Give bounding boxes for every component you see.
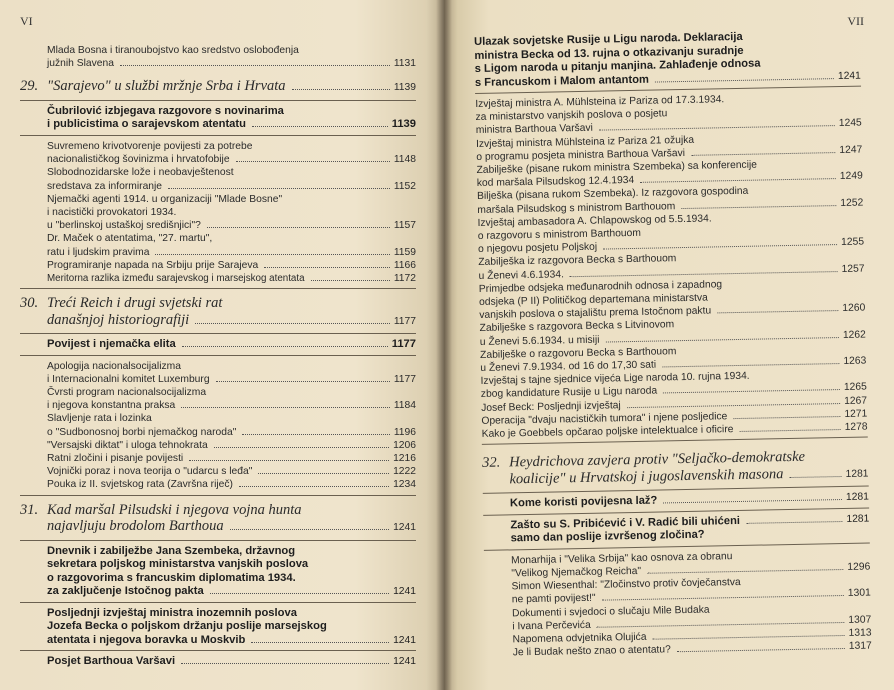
toc-entry bbox=[20, 105, 416, 132]
page-ref: 1317 bbox=[848, 640, 872, 653]
entry-text: Izvještaj ministra Mühlsteina iz Pariza 21 ožujka bbox=[475, 134, 695, 150]
entry-text: Izvještaj s tajne sjednice vijeća Lige naroda 10. rujna 1934. bbox=[480, 371, 750, 388]
entry-text: maršala Pilsudskog s ministrom Barthouom bbox=[477, 200, 676, 216]
entry-text: Dr. Maček o atentatima, "27. martu", bbox=[47, 233, 213, 245]
page-ref: 1241 bbox=[837, 70, 861, 82]
page-ref: 1271 bbox=[844, 408, 868, 420]
page-ref: 1313 bbox=[848, 627, 872, 639]
entry-text: Je li Budak nešto znao o atentatu? bbox=[512, 644, 671, 659]
entry-text: i publicistima o sarajevskom atentatu bbox=[47, 118, 246, 131]
right-page bbox=[444, 0, 894, 690]
page-ref: 1206 bbox=[393, 439, 416, 451]
page-ref: 1177 bbox=[393, 315, 416, 327]
entry-text: samo dan poslije izvršenog zločina? bbox=[510, 528, 705, 545]
page-ref: 1267 bbox=[844, 395, 868, 407]
toc-entry bbox=[20, 465, 416, 478]
entry-text: ministra Barthoua Varšavi bbox=[475, 123, 594, 137]
page-ref: 1260 bbox=[842, 302, 866, 315]
chapter-title: današnjoj historiografiji bbox=[47, 311, 190, 328]
toc-entry bbox=[20, 607, 416, 648]
page-ref: 1196 bbox=[393, 426, 416, 438]
toc-entry bbox=[20, 360, 416, 386]
entry-text: za zaključenje Istočnog pakta bbox=[47, 585, 204, 598]
toc-entry bbox=[20, 272, 416, 285]
entry-text: Njemački agenti 1914. u organizaciji "Mlade Bosne" bbox=[47, 193, 283, 205]
toc-entry bbox=[20, 412, 416, 438]
chapter-title: "Sarajevo" u službi mržnje Srba i Hrvata bbox=[47, 78, 286, 95]
chapter-number: 30. bbox=[20, 295, 39, 312]
entry-text: nacionalističkog šovinizma i hrvatofobije bbox=[47, 154, 230, 166]
toc-entry bbox=[483, 512, 869, 546]
entry-text: Pouka iz II. svjetskog rata (Završna riječ) bbox=[47, 479, 233, 491]
entry-text: o njegovu posjetu Poljskoj bbox=[477, 241, 598, 256]
page-ref: 1257 bbox=[841, 263, 865, 275]
page-ref: 1131 bbox=[393, 58, 416, 70]
toc-entry bbox=[20, 386, 416, 412]
toc-entry bbox=[20, 140, 416, 166]
divider bbox=[20, 135, 416, 136]
toc-entry bbox=[20, 232, 416, 258]
entry-text: Jozefa Becka o poljskom držanju poslije marsejskog bbox=[47, 620, 327, 633]
entry-text: u Ženevi 4.6.1934. bbox=[478, 268, 564, 282]
page-ref: 1216 bbox=[393, 453, 416, 465]
entry-text: odsjeka (P II) Političkog departemana ministarstva bbox=[479, 292, 708, 308]
chapter-number: 29. bbox=[20, 78, 39, 95]
page-ref: 1249 bbox=[839, 170, 863, 183]
page-ref: 1172 bbox=[393, 272, 416, 284]
entry-text: Ulazak sovjetske Rusije u Ligu naroda. Deklaracija bbox=[474, 30, 743, 48]
page-ref: 1241 bbox=[393, 586, 416, 598]
chapter-title: Treći Reich i drugi svjetski rat bbox=[47, 295, 223, 312]
page-ref: 1157 bbox=[393, 220, 416, 232]
chapter-heading-31 bbox=[20, 502, 416, 537]
entry-text: Meritorna razlika između sarajevskog i marsejskog atentata bbox=[47, 272, 305, 284]
entry-text: Zašto su S. Pribićević i V. Radić bili uhićeni bbox=[510, 514, 741, 532]
entry-text: u Ženevi 7.9.1934. od 16 do 17,30 sati bbox=[480, 359, 657, 375]
entry-text: Zabilješke s razgovora Becka s Litvinovom bbox=[479, 319, 675, 335]
divider bbox=[20, 602, 416, 603]
page-ref: 1241 bbox=[393, 522, 416, 534]
entry-text: Posljednji izvještaj ministra inozemnih poslova bbox=[47, 606, 297, 619]
page-ref: 1255 bbox=[841, 236, 865, 249]
toc-entry bbox=[20, 655, 416, 669]
entry-text: Zabilješke o razgovoru Becka s Barthouom bbox=[480, 346, 677, 361]
page-ref: 1159 bbox=[393, 246, 416, 258]
entry-text: Primjedbe odsjeka međunarodnih odnosa i zapadnog bbox=[478, 279, 723, 295]
entry-text: Programiranje napada na Srbiju prije Sarajeva bbox=[47, 259, 259, 271]
page-ref: 1281 bbox=[845, 491, 870, 504]
entry-text: vanjskih poslova o stajalištu prema Istočnom paktu bbox=[479, 305, 712, 322]
left-page bbox=[0, 0, 444, 690]
divider bbox=[20, 355, 416, 356]
entry-text: Posjet Barthoua Varšavi bbox=[47, 655, 176, 668]
chapter-heading-32 bbox=[482, 448, 869, 490]
chapter-heading-29 bbox=[20, 78, 416, 97]
entry-text: Slavljenje rata i lozinka bbox=[47, 413, 152, 425]
entry-text: Čubrilović izbjegava razgovore s novinarima bbox=[47, 104, 284, 117]
page-ref: 1241 bbox=[393, 634, 416, 646]
entry-text: Kome koristi povijesna laž? bbox=[509, 494, 658, 510]
toc-entry bbox=[20, 338, 416, 352]
page-ref: 1263 bbox=[843, 355, 867, 368]
divider bbox=[20, 333, 416, 334]
page-ref: 1148 bbox=[393, 154, 416, 166]
entry-text: Apologija nacionalsocijalizma bbox=[47, 360, 181, 372]
entry-text: Mlada Bosna i tiranoubojstvo kao sredstvo oslobođenja bbox=[47, 45, 299, 56]
divider bbox=[20, 288, 416, 289]
entry-text: Dnevnik i zabilježbe Jana Szembeka, državnog bbox=[47, 544, 296, 557]
page-ref: 1252 bbox=[840, 197, 864, 209]
entry-text: sekretara poljskog ministarstva vanjskih poslova bbox=[47, 558, 309, 571]
page-ref: 1301 bbox=[847, 587, 871, 600]
divider bbox=[20, 495, 416, 496]
toc-entry bbox=[20, 478, 416, 491]
toc-entry bbox=[20, 439, 416, 452]
page-ref: 1177 bbox=[391, 338, 416, 351]
entry-text: Zabilješke (pisane rukom ministra Szembeka) sa konferencije bbox=[476, 159, 758, 176]
toc-entry bbox=[20, 259, 416, 272]
page-ref: 1152 bbox=[393, 180, 416, 192]
entry-text: o razgovorima s francuskim diplomatima 1934. bbox=[47, 571, 296, 584]
page-ref: 1307 bbox=[848, 614, 872, 626]
entry-text: Izvještaj ministra A. Mühlsteina iz Pariza od 17.3.1934. bbox=[475, 94, 725, 110]
entry-text: Suvremeno krivotvorenje povijesti za potrebe bbox=[47, 140, 253, 152]
entry-text: ratu i ljudskim pravima bbox=[47, 246, 150, 258]
entry-text: Vojnički poraz i nova teorija o "udarcu s leđa" bbox=[47, 466, 253, 478]
entry-text: ministra Becka od 13. rujna o otkazivanju suradnje bbox=[474, 44, 744, 62]
entry-text: Čvrsti program nacionalsocijalizma bbox=[47, 387, 207, 399]
entry-text: atentata i njegova boravka u Moskvib bbox=[47, 633, 246, 646]
entry-text: kod maršala Pilsudskog 12.4.1934 bbox=[476, 175, 635, 190]
entry-text: u Ženevi 5.6.1934. u misiji bbox=[479, 334, 600, 348]
entry-text: južnih Slavena bbox=[47, 58, 114, 70]
entry-text: Josef Beck: Posljednji izvještaj bbox=[481, 399, 621, 414]
entry-text: Operacija "dvaju nacističkih tumora" i njene posljedice bbox=[481, 411, 728, 427]
page-ref: 1234 bbox=[393, 479, 416, 491]
toc-entry bbox=[20, 166, 416, 192]
chapter-number: 31. bbox=[20, 501, 39, 518]
page-ref: 1247 bbox=[839, 144, 863, 156]
page-ref: 1184 bbox=[393, 400, 416, 412]
entry-text: Ratni zločini i pisanje povijesti bbox=[47, 453, 184, 465]
entry-text: "Versajski diktat" i uloga tehnokrata bbox=[47, 439, 208, 451]
entry-text: i nacistički provokatori 1934. bbox=[47, 206, 177, 218]
page-ref: 1296 bbox=[847, 561, 871, 573]
entry-text: i Internacionalni komitet Luxemburg bbox=[47, 373, 210, 385]
toc-entry bbox=[474, 29, 861, 90]
entry-text: i njegova konstantna praksa bbox=[47, 400, 176, 412]
toc-right bbox=[474, 29, 872, 661]
entry-text: o "Sudbonosnoj borbi njemačkog naroda" bbox=[47, 426, 237, 438]
divider bbox=[20, 100, 416, 101]
page-number-left: VI bbox=[20, 14, 33, 28]
entry-text: Monarhija i "Velika Srbija" kao osnova za obranu bbox=[510, 550, 733, 567]
entry-text: Zabilješka iz razgovora Becka s Barthouom bbox=[478, 253, 677, 269]
page-ref: 1222 bbox=[393, 466, 416, 478]
chapter-title: koalicije" u Hrvatskoj i jugoslavenskih masona bbox=[509, 465, 784, 488]
toc-entry bbox=[20, 193, 416, 233]
entry-text: ne pamti povijest!" bbox=[511, 593, 596, 606]
entry-text: Kako je Goebbels opčarao poljske intelektualce i oficire bbox=[481, 424, 734, 441]
page-ref: 1241 bbox=[393, 656, 416, 668]
book-gutter bbox=[436, 0, 452, 690]
page-ref: 1281 bbox=[845, 468, 869, 480]
entry-text: Dokumenti i svjedoci o slučaju Mile Budaka bbox=[511, 604, 710, 619]
entry-text: Povijest i njemačka elita bbox=[47, 338, 176, 351]
page-ref: 1245 bbox=[838, 117, 862, 130]
page-ref: 1278 bbox=[844, 421, 868, 434]
entry-text: o programu posjeta ministra Barthoua Varšavi bbox=[476, 147, 686, 163]
entry-text: s Francuskom i Malom antantom bbox=[474, 73, 650, 89]
entry-text: o razgovoru s ministrom Barthouom bbox=[477, 227, 642, 242]
entry-text: i Ivana Perčevića bbox=[512, 619, 591, 633]
toc-entry bbox=[20, 452, 416, 465]
page-ref: 1166 bbox=[393, 259, 416, 271]
chapter-title: najavljuju brodolom Barthoua bbox=[47, 518, 224, 535]
entry-text: Slobodnozidarske lože i neobavještenost bbox=[47, 167, 234, 179]
page-ref: 1262 bbox=[842, 329, 866, 341]
chapter-title: Kad maršal Pilsudski i njegova vojna hunta bbox=[47, 501, 302, 518]
toc-left bbox=[20, 44, 416, 669]
page-ref: 1281 bbox=[846, 513, 870, 525]
toc-entry bbox=[20, 545, 416, 599]
entry-text: za ministarstvo vanjskih poslova o posjetu bbox=[475, 108, 668, 124]
chapter-heading-30 bbox=[20, 295, 416, 330]
chapter-number: 32. bbox=[482, 454, 501, 472]
entry-text: s Ligom naroda u pitanju manjina. Zahlađenje odnosa bbox=[474, 57, 761, 75]
page-number-right: VII bbox=[847, 14, 864, 28]
entry-text: Napomena odvjetnika Olujića bbox=[512, 631, 647, 646]
divider bbox=[20, 540, 416, 541]
entry-text: zbog kandidature Rusije u Ligu naroda bbox=[480, 386, 658, 401]
page-ref: 1139 bbox=[391, 118, 416, 131]
entry-text: Bilješka (pisana rukom Szembeka). Iz razgovora gospodina bbox=[476, 186, 749, 203]
entry-text: "Velikog Njemačkog Reicha" bbox=[511, 565, 642, 580]
entry-text: Izvještaj ambasadora A. Chlapowskog od 5.5.1934. bbox=[477, 213, 712, 229]
divider bbox=[20, 650, 416, 651]
chapter-title: Heydrichova zavjera protiv "Seljačko-demokratske bbox=[509, 449, 806, 471]
toc-entry bbox=[20, 44, 416, 70]
page-ref: 1177 bbox=[393, 373, 416, 385]
page-ref: 1265 bbox=[843, 381, 867, 394]
entry-text: u "berlinskoj ustaškoj središnjici"? bbox=[47, 220, 201, 232]
entry-text: sredstava za informiranje bbox=[47, 180, 163, 192]
entry-text: Simon Wiesenthal: "Zločinstvo protiv čovječanstva bbox=[511, 577, 741, 593]
page-ref: 1139 bbox=[393, 82, 416, 94]
